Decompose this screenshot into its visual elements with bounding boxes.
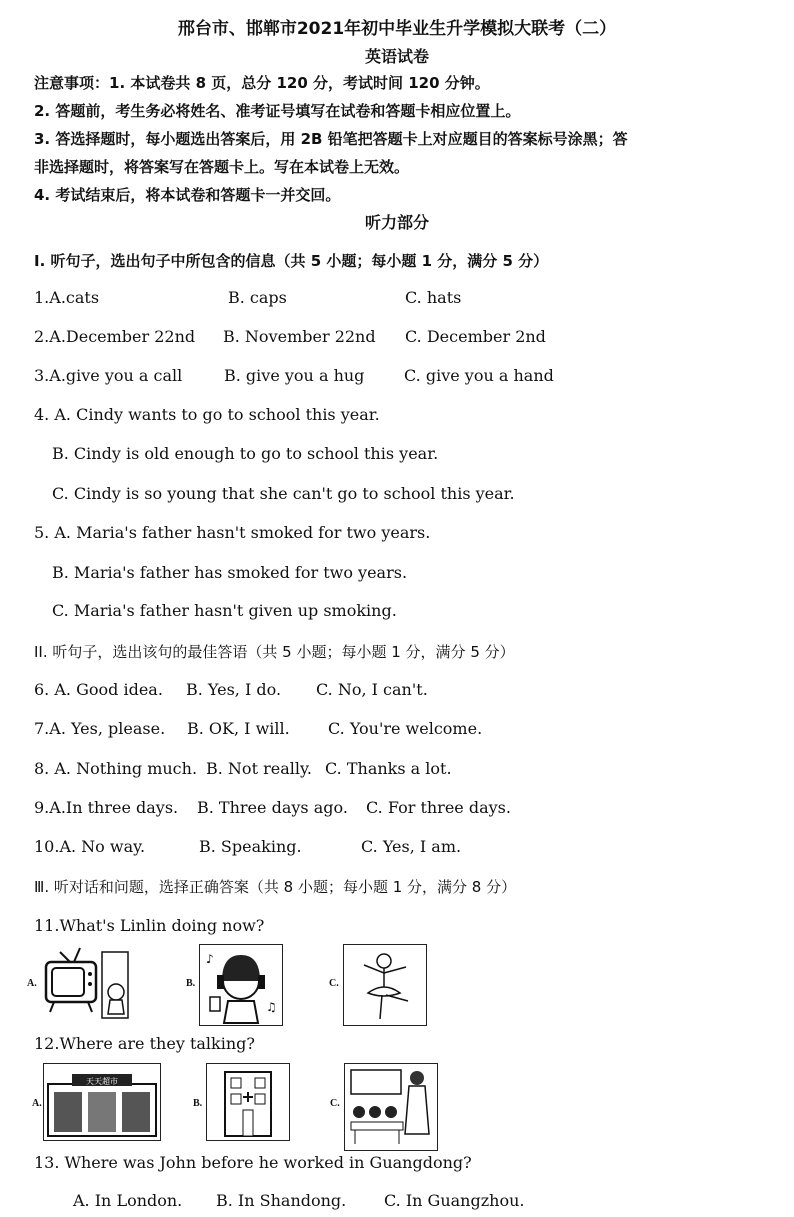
q12-label-a: A.: [32, 1098, 42, 1109]
q13-option-c: C. In Guangzhou.: [384, 1191, 525, 1210]
exam-title: 邢台市、邯郸市2021年初中毕业生升学模拟大联考（二）: [177, 19, 617, 39]
hospital-picture: [206, 1063, 290, 1141]
q8-option-b: B. Not really.: [206, 759, 312, 778]
headphones-icon: [200, 945, 282, 1025]
note-line-3: 3. 答选择题时，每小题选出答案后，用 2B 铅笔把答题卡上对应题目的答案标号涂黑；答: [34, 130, 628, 148]
q6-option-c: C. No, I can't.: [316, 680, 428, 699]
q11-label-c: C.: [329, 978, 339, 989]
q9-option-a: 9.A.In three days.: [34, 798, 179, 817]
q13-stem: 13. Where was John before he worked in Guangdong?: [34, 1153, 472, 1172]
store-sign-text: 天天超市: [86, 1077, 118, 1086]
q9-option-c: C. For three days.: [366, 798, 511, 817]
store-icon: [44, 1064, 160, 1140]
q13-option-b: B. In Shandong.: [216, 1191, 347, 1210]
q4-option-c: C. Cindy is so young that she can't go to school this year.: [52, 484, 515, 503]
classroom-icon: [345, 1064, 437, 1150]
section-2-heading: II. 听句子，选出该句的最佳答语（共 5 小题；每小题 1 分，满分 5 分）: [34, 643, 515, 661]
q2-option-c: C. December 2nd: [405, 327, 546, 346]
q11-label-b: B.: [186, 978, 196, 989]
q3-option-b: B. give you a hug: [224, 366, 365, 385]
q3-option-a: 3.A.give you a call: [34, 366, 183, 385]
tv-picture: [40, 944, 130, 1024]
dancer-icon: [344, 945, 426, 1025]
q8-option-c: C. Thanks a lot.: [325, 759, 452, 778]
q5-option-b: B. Maria's father has smoked for two years.: [52, 563, 408, 582]
q12-stem: 12.Where are they talking?: [34, 1034, 255, 1053]
q9-option-b: B. Three days ago.: [197, 798, 348, 817]
q1-option-b: B. caps: [228, 288, 287, 307]
exam-subtitle: 英语试卷: [364, 47, 429, 66]
q7-option-c: C. You're welcome.: [328, 719, 483, 738]
svg-text:♫: ♫: [266, 1000, 277, 1014]
q5-option-a: 5. A. Maria's father hasn't smoked for two years.: [34, 523, 431, 542]
q11-stem: 11.What's Linlin doing now?: [34, 916, 265, 935]
q3-option-c: C. give you a hand: [404, 366, 554, 385]
hospital-icon: [207, 1064, 289, 1140]
q4-option-a: 4. A. Cindy wants to go to school this year.: [34, 405, 380, 424]
q2-option-a: 2.A.December 22nd: [34, 327, 196, 346]
q13-option-a: A. In London.: [73, 1191, 183, 1210]
music-girl-picture: [199, 944, 283, 1026]
tv-icon: [40, 944, 130, 1024]
q12-label-c: C.: [330, 1098, 340, 1109]
note-line-1: 注意事项：1. 本试卷共 8 页，总分 120 分，考试时间 120 分钟。: [34, 74, 490, 92]
q2-option-b: B. November 22nd: [223, 327, 376, 346]
q8-option-a: 8. A. Nothing much.: [34, 759, 198, 778]
q10-option-b: B. Speaking.: [199, 837, 302, 856]
q11-label-a: A.: [27, 978, 37, 989]
q1-option-c: C. hats: [405, 288, 462, 307]
q10-option-a: 10.A. No way.: [34, 837, 146, 856]
q7-option-a: 7.A. Yes, please.: [34, 719, 166, 738]
section-1-heading: I. 听句子，选出句子中所包含的信息（共 5 小题；每小题 1 分，满分 5 分）: [34, 252, 549, 270]
classroom-picture: [344, 1063, 438, 1151]
q10-option-c: C. Yes, I am.: [361, 837, 462, 856]
ballet-dancer-picture: [343, 944, 427, 1026]
section-3-heading: Ⅲ. 听对话和问题，选择正确答案（共 8 小题；每小题 1 分，满分 8 分）: [34, 878, 517, 896]
q1-option-a: 1.A.cats: [34, 288, 100, 307]
q4-option-b: B. Cindy is old enough to go to school this year.: [52, 444, 439, 463]
q7-option-b: B. OK, I will.: [187, 719, 290, 738]
listening-title: 听力部分: [364, 213, 429, 232]
note-line-4: 非选择题时，将答案写在答题卡上。写在本试卷上无效。: [34, 158, 410, 176]
note-line-5: 4. 考试结束后，将本试卷和答题卡一并交回。: [34, 186, 341, 204]
supermarket-picture: [43, 1063, 161, 1141]
q5-option-c: C. Maria's father hasn't given up smoking.: [52, 601, 397, 620]
q6-option-b: B. Yes, I do.: [186, 680, 282, 699]
svg-text:♪: ♪: [206, 952, 214, 966]
q12-label-b: B.: [193, 1098, 203, 1109]
q6-option-a: 6. A. Good idea.: [34, 680, 163, 699]
note-line-2: 2. 答题前，考生务必将姓名、准考证号填写在试卷和答题卡相应位置上。: [34, 102, 521, 120]
